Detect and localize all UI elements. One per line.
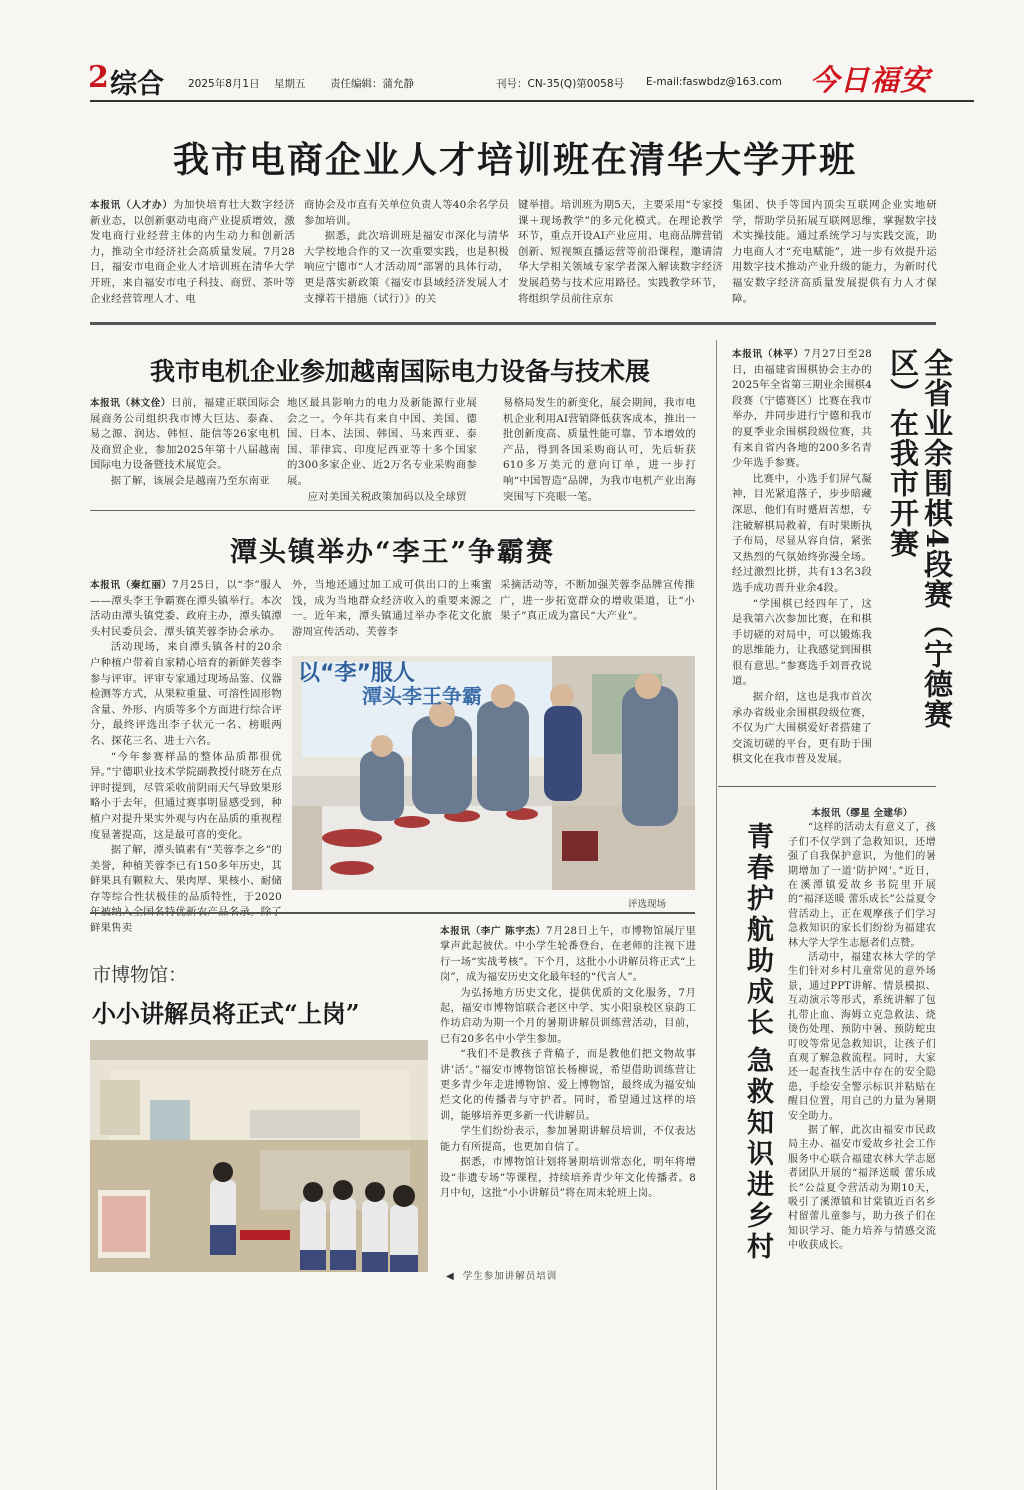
museum-photo-caption: ◀ 学生参加讲解员培训 [446, 1271, 558, 1282]
issue-date: 2025年8月1日 [188, 78, 260, 90]
article4-col: 本报讯（林平）7月27日至28日，由福建省围棋协会主办的2025年全省第三期业余围棋4段赛（宁德赛区）比赛在我市举办，并同步进行宁德和我市的夏季业余围棋段级位赛，共有来自省内各地的200多名青少年选手参赛。 比赛中，小选手们屏气凝神，目光紧追落子，步步暗藏深思，他们有时蹙眉苦想，专注破解棋局救着，有时果断执子布局，尽显从容自信，紧张又热烈的气氛始终弥漫全场。经过激烈比拼，共有13名3段选手成功晋升业余4段。 “学围棋已经四年了，这是我第六次参加比赛，在和棋手切磋的对局中，可以锻炼我的思维能力，让我感觉到围棋很有意思。”参赛选手刘晋孜说道。 据介绍，这也是我市首次承办省级业余围棋段级位赛，不仅为广大围棋爱好者搭建了交流切磋的平台，更有助于围棋文化在我市普及发展。 [732, 348, 872, 766]
article2-col1: 本报讯（林文佺）日前，福建正联国际会展商务公司组织我市博大巨达、泰森、易之源、润达、韩恒、能信等26家电机及商贸企业，参加2025年第十八届越南国际电力设备暨技术展览会。 据了解，该展会是越南乃至东南亚 [90, 397, 281, 487]
article5-kicker: 市博物馆： [92, 964, 188, 986]
article6-col: 本报讯（缪星 全建华） “这样的活动太有意义了，孩子们不仅学到了急救知识，还增强了自我保护意识，为他们的暑期增加了一道‘防护网’。”近日，在溪潭镇爱故乡书院里开展的“福泽送暖 蕾乐成长”公益夏令营活动上，正在观摩孩子们学习急救知识的家长们纷纷为福建农林大学大学生志愿者们点赞。 活动中，福建农林大学的学生们针对乡村儿童常见的意外场景，通过PPT讲解、情景模拟、互动演示等形式，系统讲解了包扎带止血、海姆立克急救法、烧烫伤处理、预防中暑、预防蛇虫叮咬等常见急救知识，让孩子们直观了解急救流程。同时，大家还一起查找生活中存在的安全隐患，手绘安全警示标识并粘贴在醒目位置，用自己的力量为暑期安全助力。 据了解，此次由福安市民政局主办、福安市爱故乡社会工作服务中心联合福建农林大学志愿者团队开展的“福泽送暖 蕾乐成长”公益夏令营活动为期10天，吸引了溪潭镇和甘棠镇近百名乡村留蕾儿童参与，助力孩子们在知识学习、能力培养与情感交流中收获成长。 [788, 808, 936, 1252]
divider-article1 [90, 322, 936, 325]
banner-slogan-2: 潭头李王争霸 [362, 684, 482, 708]
museum-training-photo [90, 1040, 428, 1272]
article3-col3: 采摘活动等，不断加强芙蓉李品牌宣传推广，进一步拓宽群众的增收渠道，让“小果子”真正成为富民“大产业”。 [500, 579, 695, 623]
article6-headline-b: 急救知识进乡村 [742, 1046, 773, 1263]
article6-headline-a: 青春护航助成长 [742, 822, 773, 1039]
article1-col2: 商协会及市直有关单位负责人等40余名学员参加培训。 据悉，此次培训班是福安市深化与清华大学校地合作的又一次重要实践，也是积极响应宁德市“人才活动周”部署的具体行动，更是落实新政策《福安市县域经济发展人才支撑若干措施（试行）》的关 [304, 199, 509, 305]
article3-headline: 潭头镇举办“李王”争霸赛 [229, 537, 556, 568]
article1-col4: 集团、快手等国内顶尖互联网企业实地研学，帮助学员拓展互联网思维，掌握数字技术实操技能。通过系统学习与实践交流，助力电商人才“充电赋能”，进一步有效提升运用数字技术推动产业升级的能力，为新时代福安数字经济高质量发展提供有力人才保障。 [732, 199, 937, 305]
article4-byline: 本报讯（林平） [732, 349, 804, 360]
article3-byline: 本报讯（秦红丽） [90, 580, 172, 591]
article6-byline: 本报讯（缪星 全建华） [811, 808, 913, 819]
article5-headline: 小小讲解员将正式“上岗” [92, 999, 360, 1028]
article3-col2: 外，当地还通过加工成可供出口的上乘蜜饯，成为当地群众经济收入的重要来源之一。近年来，潭头镇通过举办李花文化旅游周宣传活动、芙蓉李 [292, 579, 492, 638]
newspaper-logo: 今日福安 [810, 63, 931, 97]
banner-slogan-1: 以“李”服人 [298, 661, 415, 686]
vertical-rule-right [716, 340, 717, 1490]
judging-photo [292, 656, 695, 890]
judging-scene-illustration [292, 656, 695, 890]
divider-article2 [90, 510, 695, 511]
issue-weekday: 星期五 [274, 78, 306, 90]
article1-col3: 键举措。培训班为期5天，主要采用“专家授课＋现场教学”的多元化模式。在理论教学环节，重点开设AI产业应用、电商品牌营销创新、短视频直播运营等前沿课程，邀请清华大学相关领域专家学者深入解读数字经济发展趋势与技术应用路径。实践教学环节，将组织学员前往京东 [518, 199, 723, 305]
editor-credit: 责任编辑：蒲允静 [330, 78, 414, 90]
page-number: 2 [88, 60, 109, 95]
article3-col1: 本报讯（秦红丽）7月25日，以“李”服人——潭头李王争霸赛在潭头镇举行。本次活动由潭头镇党委、政府主办，潭头镇潭头村民委员会、潭头镇芙蓉李协会承办。 活动现场，来自潭头镇各村的20余户种植户带着自家精心培育的新鲜芙蓉李参与评审。评审专家通过现场品鉴、仪器检测等方式，从果粒重量、可溶性固形物含量、外形、内质等多个方面进行综合评分，最终评选出李子状元一名、榜眼两名、探花三名、进士六名。 “今年参赛样品的整体品质都很优异。”宁德职业技术学院副教授付晓芳在点评时提到，尽管采收前阴雨天气导致果形略小于去年，但通过赛事明显感受到，种植户对提升果实外观与内在品质的重视程度显著提高，这是最可喜的变化。 据了解，潭头镇素有“芙蓉李之乡”的美誉，种植芙蓉李已有150多年历史，其鲜果具有颗粒大、果肉厚、果核小、耐储存等综合性状极佳的品质特性，于2020 鲜果售卖 [90, 579, 282, 935]
masthead [88, 58, 976, 104]
article1-headline: 我市电商企业人才培训班在清华大学开班 [172, 140, 857, 181]
article4-headline: 全省业余围棋4段赛（宁德赛区）在我市开赛 [886, 348, 954, 730]
article2-col3: 易格局发生的新变化，展会期间，我市电机企业利用AI营销降低获客成本，推出一批创新度高、质量性能可靠、节本增效的产品，得到各国采购商认可，先后斩获610多万美元的意向订单，进一步打响“中国智造”品牌，为我市电机产业出海突围写下亮眼一笔。 [503, 397, 696, 503]
caption-arrow-icon: ◀ [446, 1271, 454, 1282]
divider-article4 [718, 786, 936, 787]
article1-col1: 本报讯（人才办）为加快培育壮大数字经济新业态，以创新驱动电商产业提质增效，激发电商行业经营主体的内生动力和创新活力，推动全市经济社会高质量发展。7月28日，福安市电商企业人才培训班在清华大学开班，来自福安市电子科技、商贸、茶叶等企业经营管理人才、电 [90, 199, 295, 305]
section-name: 综合 [110, 69, 164, 100]
article5-col: 本报讯（李广 陈宇杰）7月28日上午，市博物馆展厅里掌声此起彼伏。中小学生轮番登台，在老师的注视下进行一场“实战考核”。下个月，这批小小讲解员将正式“上岗”，成为福安历史文化最年轻的“代言人”。 为弘扬地方历史文化，提供优质的文化服务，7月起，福安市博物馆联合老区中学、实小阳泉校区泉韵工作坊启动为期一个月的暑期讲解员训练营活动，目前，已有20多名中小学生参加。 “我们不是教孩子背稿子，而是教他们把文物故事讲‘活’。”福安市博物馆馆长杨柳说，希望借助训练营让更多青少年走进博物馆、爱上博物馆，最终成为福安灿烂文化的传播者与守护者。同时，希望通过这样的培训，能够培养更多新一代讲解员。 学生们纷纷表示，参加暑期讲解员培训，不仅表达能力有所提高，也更加自信了。 据悉，市博物馆计划将暑期培训常态化，明年将增设“非遗专场”等课程，持续培养青少年文化传播者。8月中旬，这批“小小讲解员”将在周末轮班上岗。 [440, 926, 696, 1199]
article2-col2: 地区最具影响力的电力及新能源行业展会之一。今年共有来自中国、美国、德国、日本、法国、韩国、马来西亚、泰国、菲律宾、印度尼西亚等十多个国家的300多家企业、近2万名专业采购商参展。 应对美国关税政策加码以及全球贸 [287, 397, 477, 503]
article2-byline: 本报讯（林文佺） [90, 398, 172, 409]
museum-scene-illustration [90, 1040, 428, 1272]
masthead-rule [90, 100, 974, 102]
article5-byline: 本报讯（李广 陈宇杰） [440, 926, 546, 937]
registration-number: 刊号：CN-35(Q)第0058号 [496, 78, 625, 90]
judging-photo-caption: 评选现场 [628, 899, 667, 910]
article1-byline: 本报讯（人才办） [90, 200, 173, 211]
article2-headline: 我市电机企业参加越南国际电力设备与技术展 [149, 357, 650, 386]
contact-email: E-mail:faswbdz@163.com [646, 76, 782, 88]
divider-article3 [90, 912, 695, 914]
